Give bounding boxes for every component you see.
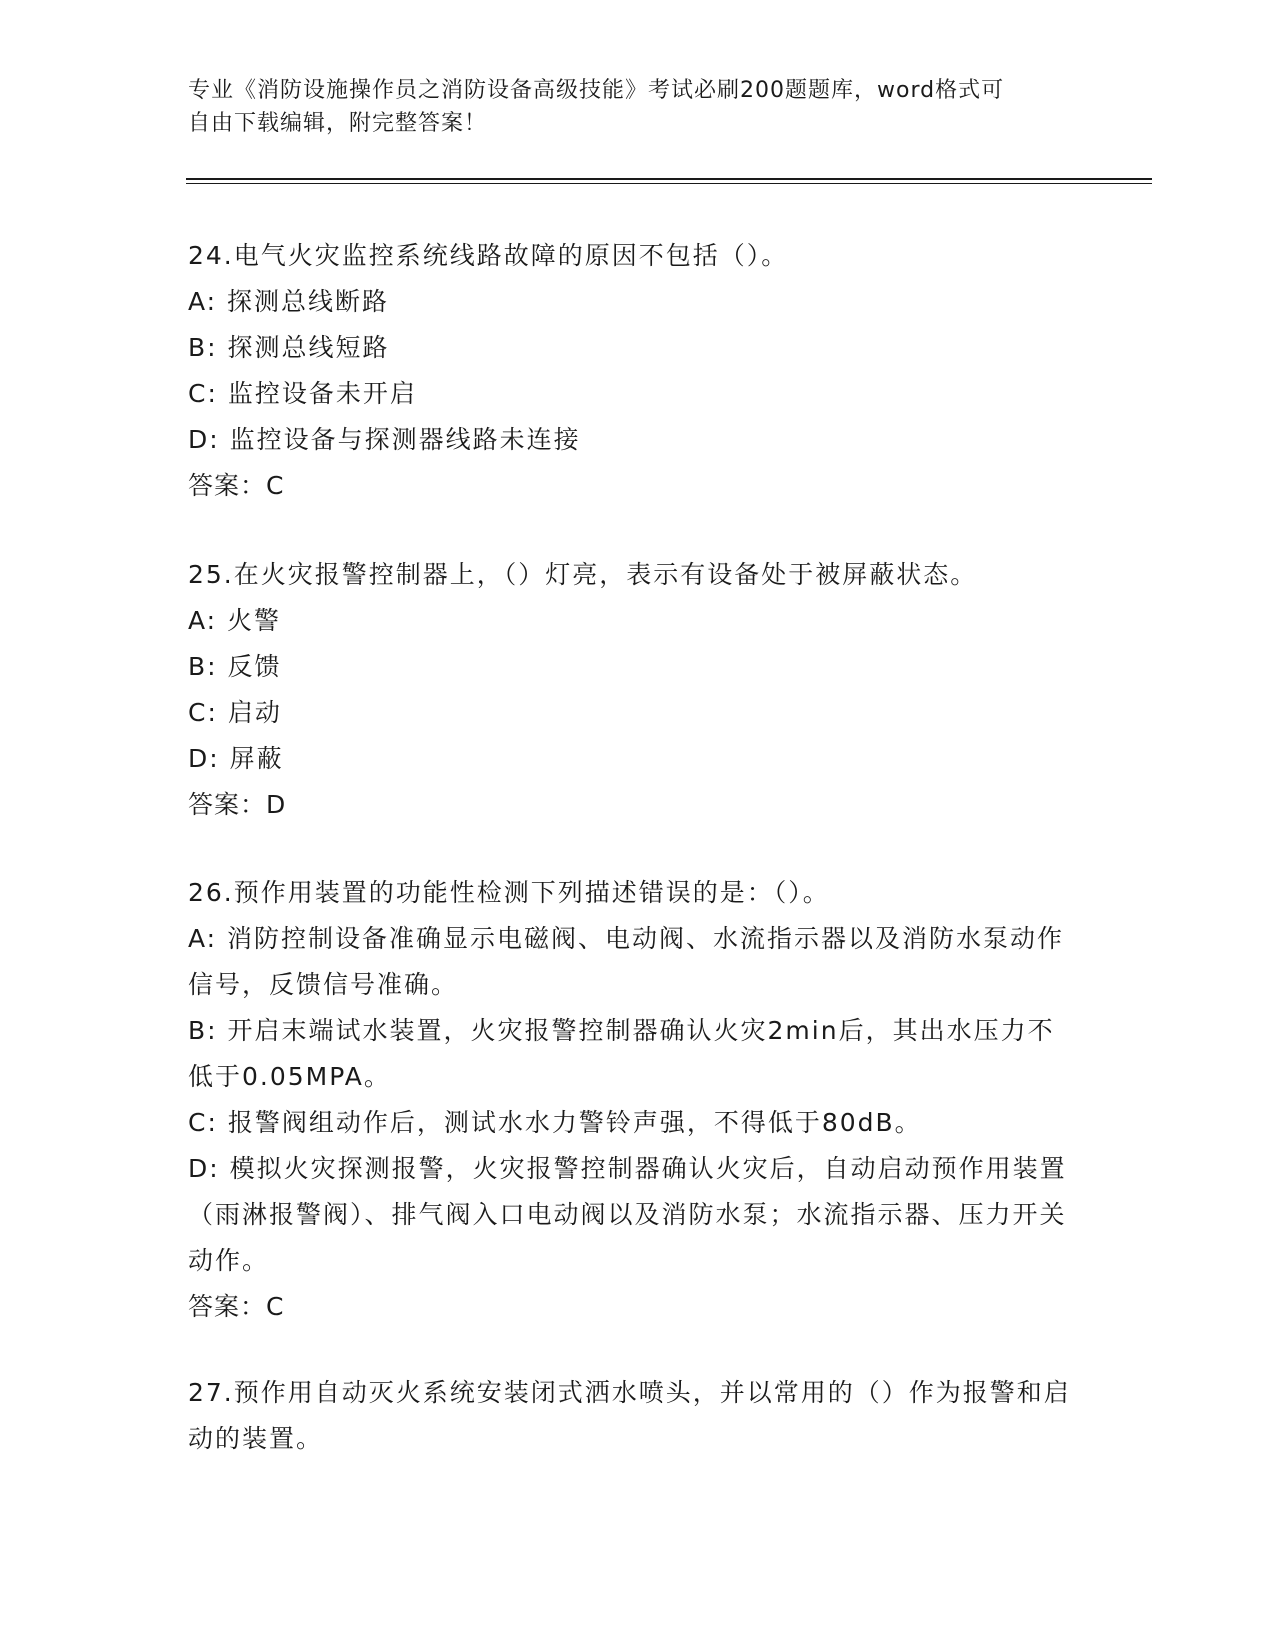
header-line-2: 自由下载编辑，附完整答案！ xyxy=(188,111,488,136)
option-a: A: 探测总线断路 xyxy=(188,287,390,316)
question-stem: 25.在火灾报警控制器上，（）灯亮，表示有设备处于被屏蔽状态。 xyxy=(188,560,978,589)
question-stem: 26.预作用装置的功能性检测下列描述错误的是：（）。 xyxy=(188,878,830,907)
option-d: D: 监控设备与探测器线路未连接 xyxy=(188,425,581,454)
question-24 xyxy=(188,233,1088,509)
question-stem: 24.电气火灾监控系统线路故障的原因不包括（）。 xyxy=(188,241,789,270)
option-c: C: 启动 xyxy=(188,698,282,727)
question-25 xyxy=(188,552,1088,828)
question-stem: 27.预作用自动灭火系统安装闭式洒水喷头，并以常用的（）作为报警和启动的装置。 xyxy=(188,1378,1071,1453)
answer: 答案：D xyxy=(188,790,287,819)
header-divider-top xyxy=(186,178,1152,180)
option-b: B: 开启末端试水装置，火灾报警控制器确认火灾2min后，其出水压力不低于0.05MPA。 xyxy=(188,1016,1055,1091)
option-d: D: 屏蔽 xyxy=(188,744,284,773)
option-c: C: 监控设备未开启 xyxy=(188,379,417,408)
option-c: C: 报警阀组动作后，测试水水力警铃声强，不得低于80dB。 xyxy=(188,1108,922,1137)
option-a: A: 消防控制设备准确显示电磁阀、电动阀、水流指示器以及消防水泵动作信号，反馈信号准确。 xyxy=(188,924,1065,999)
question-27 xyxy=(188,1370,1088,1462)
document-header xyxy=(188,74,1068,140)
option-d: D: 模拟火灾探测报警，火灾报警控制器确认火灾后，自动启动预作用装置（雨淋报警阀）、排气阀入口电动阀以及消防水泵；水流指示器、压力开关动作。 xyxy=(188,1154,1067,1275)
header-divider-bottom xyxy=(186,183,1152,184)
answer: 答案：C xyxy=(188,1292,285,1321)
option-a: A: 火警 xyxy=(188,606,282,635)
option-b: B: 反馈 xyxy=(188,652,282,681)
option-b: B: 探测总线短路 xyxy=(188,333,390,362)
question-26 xyxy=(188,870,1088,1330)
header-line-1: 专业《消防设施操作员之消防设备高级技能》考试必刷200题题库，word格式可 xyxy=(188,78,1005,103)
answer: 答案：C xyxy=(188,471,285,500)
